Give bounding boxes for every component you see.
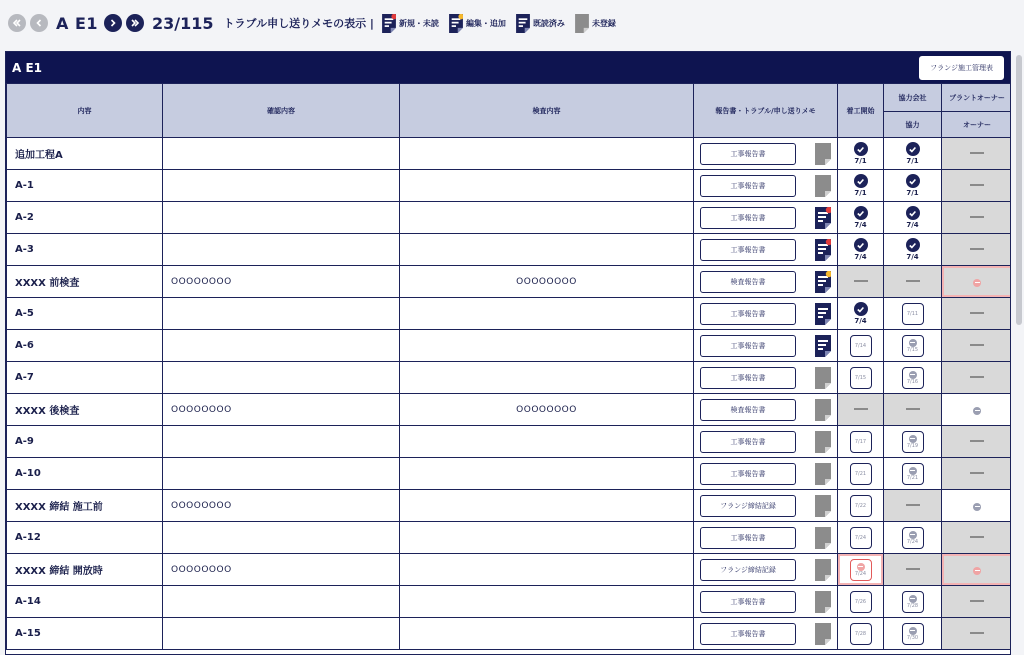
status-cell — [838, 170, 884, 202]
row-name: XXXX 締結 開放時 — [7, 554, 163, 586]
scheduled-date-box[interactable] — [902, 527, 924, 549]
legend-item — [516, 14, 565, 33]
not-applicable-dash — [970, 184, 984, 186]
status-cell — [838, 426, 884, 458]
status-cell — [884, 362, 942, 394]
report-cell — [694, 138, 838, 170]
status-cell — [942, 202, 1012, 234]
status-cell — [942, 618, 1012, 650]
not-applicable-dash — [906, 280, 920, 282]
completed-date: 7/1 — [906, 189, 919, 197]
table-row — [7, 202, 1012, 234]
minus-icon[interactable] — [973, 279, 981, 287]
completed-check — [838, 238, 883, 261]
prev-page-icon[interactable] — [30, 14, 48, 32]
scheduled-date: 7/16 — [906, 378, 919, 385]
memo-unregistered-icon[interactable] — [815, 399, 831, 421]
minus-icon — [909, 435, 917, 443]
confirm-value: OOOOOOOO — [163, 266, 400, 298]
col-subheader-owner: オーナー — [942, 112, 1012, 138]
scheduled-date: 7/21 — [906, 474, 919, 481]
flange-management-button[interactable]: フランジ施工管理表 — [919, 56, 1004, 80]
inspect-value — [400, 426, 694, 458]
scheduled-date: 7/28 — [906, 602, 919, 609]
row-name: A-5 — [7, 298, 163, 330]
confirm-value — [163, 586, 400, 618]
minus-icon — [909, 339, 917, 347]
memo-new-icon — [382, 14, 396, 33]
report-button[interactable]: フランジ締結記録 — [700, 495, 796, 517]
completed-check — [884, 174, 941, 197]
inspect-value — [400, 618, 694, 650]
report-cell — [694, 298, 838, 330]
status-cell — [942, 522, 1012, 554]
minus-icon — [909, 627, 917, 635]
row-name: A-9 — [7, 426, 163, 458]
confirm-value — [163, 426, 400, 458]
report-button[interactable]: 工事報告書 — [700, 623, 796, 645]
confirm-value — [163, 522, 400, 554]
minus-icon[interactable] — [973, 407, 981, 415]
scheduled-date: 7/17 — [854, 438, 867, 445]
not-applicable-dash — [906, 408, 920, 410]
row-name: A-2 — [7, 202, 163, 234]
memo-unregistered-icon[interactable] — [815, 623, 831, 645]
not-applicable-dash — [970, 376, 984, 378]
not-applicable-dash — [906, 504, 920, 506]
status-cell — [884, 202, 942, 234]
memo-unregistered-icon[interactable] — [815, 367, 831, 389]
completed-date: 7/1 — [906, 157, 919, 165]
scheduled-date-box[interactable] — [902, 431, 924, 453]
report-cell — [694, 394, 838, 426]
status-cell — [884, 490, 942, 522]
scheduled-date: 7/24 — [906, 538, 919, 545]
table-row — [7, 170, 1012, 202]
completed-check — [838, 302, 883, 325]
not-applicable-dash — [970, 536, 984, 538]
completed-check — [884, 206, 941, 229]
report-button[interactable]: 工事報告書 — [700, 207, 796, 229]
scheduled-date-box[interactable] — [850, 463, 872, 485]
memo-display-label: トラブル申し送りメモの表示 | — [223, 17, 374, 30]
scheduled-date: 7/28 — [854, 630, 867, 637]
scheduled-date: 7/15 — [854, 374, 867, 381]
memo-unregistered-icon[interactable] — [815, 431, 831, 453]
inspect-value — [400, 490, 694, 522]
not-applicable-dash — [970, 344, 984, 346]
row-name: XXXX 締結 施工前 — [7, 490, 163, 522]
report-button[interactable]: 工事報告書 — [700, 143, 796, 165]
check-icon — [854, 206, 868, 220]
table-row — [7, 586, 1012, 618]
report-cell — [694, 362, 838, 394]
scheduled-date-box[interactable] — [850, 591, 872, 613]
scheduled-date-box[interactable] — [902, 623, 924, 645]
status-cell — [838, 586, 884, 618]
check-icon — [854, 142, 868, 156]
col-header-partner: 協力会社 — [884, 84, 942, 112]
table-row — [7, 522, 1012, 554]
table-row — [7, 362, 1012, 394]
confirm-value: OOOOOOOO — [163, 554, 400, 586]
scheduled-date-box[interactable] — [902, 335, 924, 357]
process-table — [6, 83, 1011, 650]
top-toolbar — [0, 0, 1024, 46]
scheduled-date-box[interactable] — [850, 431, 872, 453]
status-cell — [942, 170, 1012, 202]
legend-item — [449, 14, 506, 33]
status-cell — [838, 202, 884, 234]
scheduled-date: 7/14 — [854, 342, 867, 349]
check-icon — [906, 142, 920, 156]
status-cell — [884, 298, 942, 330]
row-name: A-6 — [7, 330, 163, 362]
completed-date: 7/4 — [854, 221, 867, 229]
inspect-value — [400, 234, 694, 266]
not-applicable-dash — [906, 568, 920, 570]
memo-unregistered-icon[interactable] — [815, 591, 831, 613]
status-cell — [884, 234, 942, 266]
check-icon — [906, 238, 920, 252]
completed-date: 7/1 — [854, 189, 867, 197]
memo-unregistered-icon — [575, 14, 589, 33]
inspect-value: OOOOOOOO — [400, 266, 694, 298]
confirm-value — [163, 618, 400, 650]
report-button[interactable]: 工事報告書 — [700, 239, 796, 261]
row-name: A-3 — [7, 234, 163, 266]
status-cell — [884, 522, 942, 554]
legend-label: 編集・追加 — [465, 18, 506, 28]
memo-new-icon[interactable] — [815, 207, 831, 229]
inspect-value — [400, 298, 694, 330]
memo-unregistered-icon[interactable] — [815, 559, 831, 581]
inspect-value — [400, 362, 694, 394]
status-cell — [884, 458, 942, 490]
last-page-icon[interactable] — [126, 14, 144, 32]
report-cell — [694, 618, 838, 650]
completed-date: 7/4 — [854, 253, 867, 261]
minus-icon — [909, 467, 917, 475]
report-button[interactable]: 検査報告書 — [700, 271, 796, 293]
scheduled-date-box[interactable] — [850, 335, 872, 357]
col-header-report: 報告書・トラブル/申し送りメモ — [694, 84, 838, 138]
scheduled-date: 7/24 — [854, 534, 867, 541]
not-applicable-dash — [970, 472, 984, 474]
report-button[interactable]: 工事報告書 — [700, 303, 796, 325]
check-icon — [906, 174, 920, 188]
status-cell — [884, 586, 942, 618]
scheduled-date-box[interactable] — [850, 623, 872, 645]
vertical-scrollbar[interactable] — [1016, 55, 1022, 325]
status-cell — [838, 618, 884, 650]
scheduled-date-box[interactable] — [902, 367, 924, 389]
status-cell — [942, 362, 1012, 394]
status-cell — [838, 458, 884, 490]
status-cell — [884, 266, 942, 298]
not-applicable-dash — [970, 248, 984, 250]
scheduled-date: 7/26 — [854, 598, 867, 605]
status-cell — [942, 234, 1012, 266]
not-applicable-dash — [970, 632, 984, 634]
table-row — [7, 138, 1012, 170]
panel-title: A E1 — [12, 60, 43, 75]
memo-edit-icon[interactable] — [815, 271, 831, 293]
status-cell — [838, 234, 884, 266]
memo-legend — [382, 14, 626, 33]
table-row — [7, 394, 1012, 426]
row-name: A-12 — [7, 522, 163, 554]
line-panel — [5, 51, 1011, 655]
col-header-confirm: 確認内容 — [163, 84, 400, 138]
legend-label: 既読済み — [532, 18, 565, 28]
memo-unregistered-icon[interactable] — [815, 527, 831, 549]
report-cell — [694, 490, 838, 522]
status-cell — [942, 138, 1012, 170]
inspect-value — [400, 330, 694, 362]
minus-icon — [909, 371, 917, 379]
row-name: A-15 — [7, 618, 163, 650]
memo-read-icon[interactable] — [815, 335, 831, 357]
scheduled-date: 7/11 — [906, 310, 919, 317]
completed-check — [884, 142, 941, 165]
status-cell — [942, 490, 1012, 522]
status-cell — [838, 266, 884, 298]
inspect-value — [400, 138, 694, 170]
not-applicable-dash — [854, 280, 868, 282]
memo-new-icon[interactable] — [815, 239, 831, 261]
status-cell — [838, 298, 884, 330]
minus-icon[interactable] — [973, 503, 981, 511]
status-cell — [942, 554, 1012, 586]
status-cell — [838, 490, 884, 522]
report-button[interactable]: 工事報告書 — [700, 527, 796, 549]
scheduled-date: 7/30 — [906, 634, 919, 641]
col-header-content: 内容 — [7, 84, 163, 138]
status-cell — [942, 266, 1012, 298]
col-header-start: 着工開始 — [838, 84, 884, 138]
report-cell — [694, 202, 838, 234]
completed-date: 7/4 — [854, 317, 867, 325]
inspect-value — [400, 522, 694, 554]
completed-check — [838, 206, 883, 229]
status-cell — [884, 170, 942, 202]
scheduled-date: 7/15 — [906, 346, 919, 353]
memo-unregistered-icon[interactable] — [815, 495, 831, 517]
memo-unregistered-icon[interactable] — [815, 463, 831, 485]
completed-date: 7/4 — [906, 253, 919, 261]
line-name: A E1 — [56, 13, 99, 33]
report-button[interactable]: 工事報告書 — [700, 367, 796, 389]
confirm-value — [163, 138, 400, 170]
memo-read-icon — [516, 14, 530, 33]
confirm-value — [163, 458, 400, 490]
report-cell — [694, 330, 838, 362]
scheduled-date-box[interactable] — [902, 303, 924, 325]
table-row — [7, 266, 1012, 298]
status-cell — [838, 394, 884, 426]
confirm-value — [163, 298, 400, 330]
report-button[interactable]: 工事報告書 — [700, 591, 796, 613]
status-cell — [884, 394, 942, 426]
status-cell — [838, 522, 884, 554]
inspect-value — [400, 202, 694, 234]
scheduled-date-box[interactable] — [850, 367, 872, 389]
status-cell — [942, 586, 1012, 618]
confirm-value — [163, 234, 400, 266]
legend-item — [382, 14, 439, 33]
row-name: A-10 — [7, 458, 163, 490]
not-applicable-dash — [970, 312, 984, 314]
first-page-icon[interactable] — [8, 14, 26, 32]
minus-icon — [909, 531, 917, 539]
row-name: XXXX 前検査 — [7, 266, 163, 298]
legend-label: 新規・未読 — [398, 18, 439, 28]
report-button[interactable]: 検査報告書 — [700, 399, 796, 421]
row-name: A-7 — [7, 362, 163, 394]
memo-read-icon[interactable] — [815, 303, 831, 325]
status-cell — [942, 298, 1012, 330]
completed-check — [884, 238, 941, 261]
report-button[interactable]: フランジ締結記録 — [700, 559, 796, 581]
status-cell — [942, 330, 1012, 362]
check-icon — [854, 174, 868, 188]
next-page-icon[interactable] — [104, 14, 122, 32]
completed-date: 7/4 — [906, 221, 919, 229]
table-row — [7, 298, 1012, 330]
scheduled-date-box[interactable] — [850, 495, 872, 517]
row-name: A-14 — [7, 586, 163, 618]
legend-label: 未登録 — [591, 18, 616, 28]
status-cell — [884, 138, 942, 170]
not-applicable-dash — [854, 408, 868, 410]
status-cell — [884, 554, 942, 586]
report-cell — [694, 426, 838, 458]
scheduled-date: 7/22 — [854, 502, 867, 509]
not-applicable-dash — [970, 216, 984, 218]
table-row — [7, 234, 1012, 266]
inspect-value — [400, 586, 694, 618]
row-name: XXXX 後検査 — [7, 394, 163, 426]
confirm-value: OOOOOOOO — [163, 490, 400, 522]
scheduled-date-box[interactable] — [850, 527, 872, 549]
minus-icon[interactable] — [973, 567, 981, 575]
not-applicable-dash — [970, 152, 984, 154]
inspect-value — [400, 458, 694, 490]
completed-check — [838, 174, 883, 197]
completed-check — [838, 142, 883, 165]
table-row — [7, 554, 1012, 586]
scheduled-date-box[interactable] — [850, 559, 872, 581]
status-cell — [838, 138, 884, 170]
scheduled-date: 7/24 — [854, 570, 867, 577]
completed-date: 7/1 — [854, 157, 867, 165]
scheduled-date-box[interactable] — [902, 463, 924, 485]
check-icon — [854, 238, 868, 252]
report-cell — [694, 234, 838, 266]
report-cell — [694, 266, 838, 298]
confirm-value — [163, 170, 400, 202]
panel-header — [6, 52, 1010, 83]
legend-item — [575, 14, 616, 33]
not-applicable-dash — [970, 440, 984, 442]
inspect-value — [400, 170, 694, 202]
report-button[interactable]: 工事報告書 — [700, 335, 796, 357]
col-header-inspect: 検査内容 — [400, 84, 694, 138]
confirm-value — [163, 202, 400, 234]
status-cell — [838, 330, 884, 362]
confirm-value — [163, 330, 400, 362]
inspect-value — [400, 554, 694, 586]
table-row — [7, 330, 1012, 362]
memo-unregistered-icon[interactable] — [815, 143, 831, 165]
table-row — [7, 618, 1012, 650]
inspect-value: OOOOOOOO — [400, 394, 694, 426]
status-cell — [942, 426, 1012, 458]
col-header-owner: プラントオーナー — [942, 84, 1012, 112]
status-cell — [884, 426, 942, 458]
scheduled-date: 7/19 — [906, 442, 919, 449]
not-applicable-dash — [970, 600, 984, 602]
check-icon — [906, 206, 920, 220]
table-row — [7, 426, 1012, 458]
status-cell — [884, 330, 942, 362]
memo-unregistered-icon[interactable] — [815, 175, 831, 197]
report-button[interactable]: 工事報告書 — [700, 463, 796, 485]
report-button[interactable]: 工事報告書 — [700, 431, 796, 453]
report-cell — [694, 586, 838, 618]
scheduled-date-box[interactable] — [902, 591, 924, 613]
confirm-value: OOOOOOOO — [163, 394, 400, 426]
page-counter: 23/115 — [152, 13, 214, 33]
status-cell — [838, 554, 884, 586]
check-icon — [854, 302, 868, 316]
report-cell — [694, 554, 838, 586]
report-cell — [694, 170, 838, 202]
status-cell — [942, 394, 1012, 426]
minus-icon — [857, 563, 865, 571]
table-row — [7, 458, 1012, 490]
confirm-value — [163, 362, 400, 394]
table-row — [7, 490, 1012, 522]
report-cell — [694, 522, 838, 554]
status-cell — [838, 362, 884, 394]
row-name: A-1 — [7, 170, 163, 202]
report-cell — [694, 458, 838, 490]
scheduled-date: 7/21 — [854, 470, 867, 477]
status-cell — [942, 458, 1012, 490]
report-button[interactable]: 工事報告書 — [700, 175, 796, 197]
status-cell — [884, 618, 942, 650]
row-name: 追加工程A — [7, 138, 163, 170]
minus-icon — [909, 595, 917, 603]
col-subheader-partner: 協力 — [884, 112, 942, 138]
memo-edit-icon — [449, 14, 463, 33]
